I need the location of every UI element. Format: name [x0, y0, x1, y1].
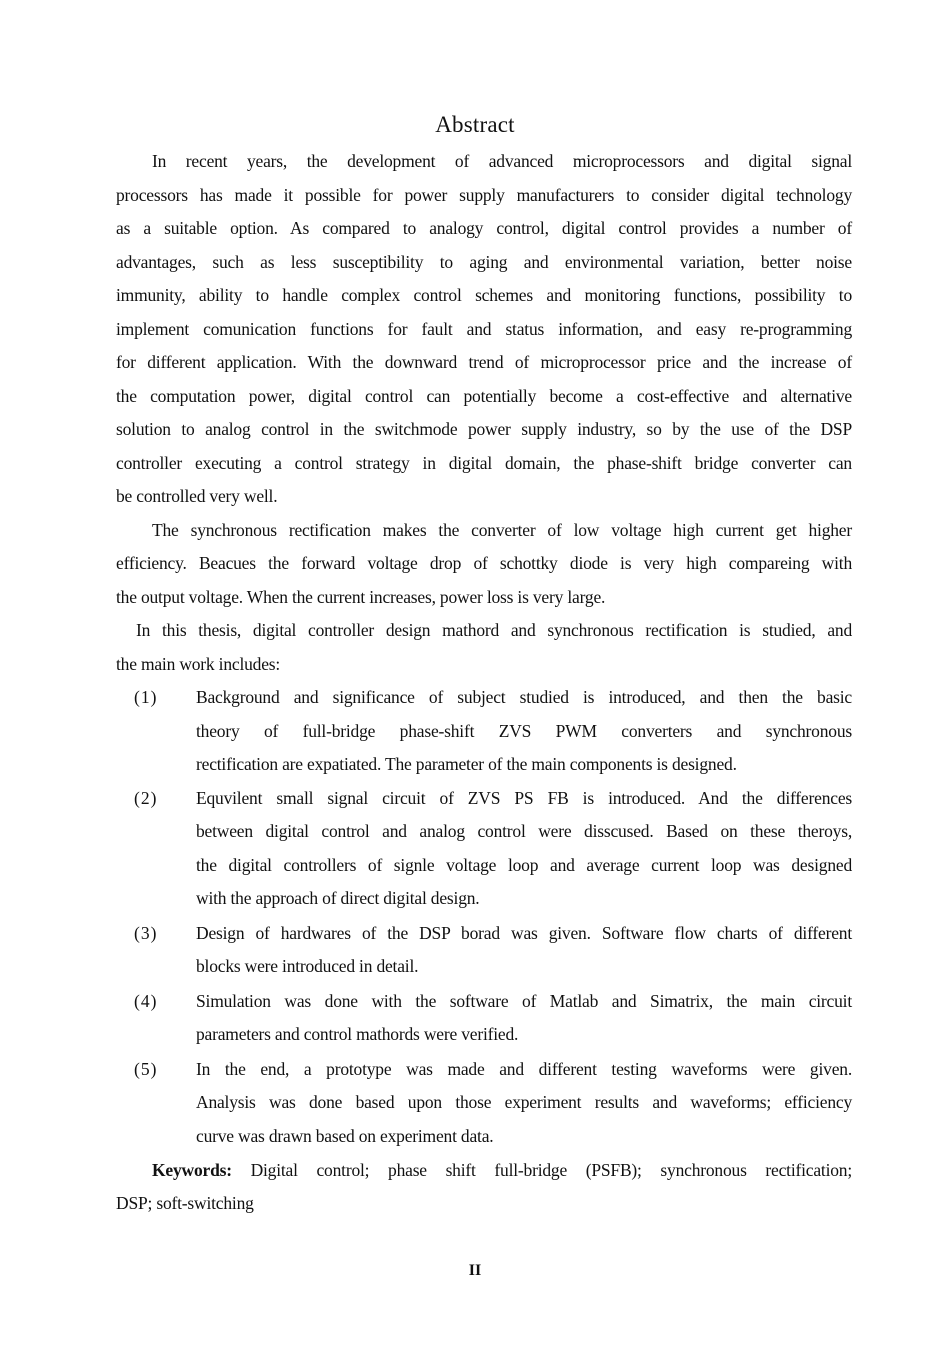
text-line: for different application. With the downward trend of microprocessor price and the increase of [116, 352, 852, 372]
text-line: Equvilent small signal circuit of ZVS PS FB is introduced. And the differences [196, 788, 852, 808]
list-item-number: (3) [134, 923, 158, 943]
list-item-number: (1) [134, 687, 158, 707]
list-item-number: (5) [134, 1059, 158, 1079]
text-line: be controlled very well. [116, 486, 278, 506]
abstract-title: Abstract [435, 112, 515, 137]
text-line: between digital control and analog control were disscused. Based on these theroys, [196, 821, 852, 841]
list-item-number: (4) [134, 991, 158, 1011]
text-line: immunity, ability to handle complex control schemes and monitoring functions, possibility to [116, 285, 852, 305]
text-line: rectification are expatiated. The parameter of the main components is designed. [196, 754, 737, 774]
text-line: as a suitable option. As compared to analogy control, digital control provides a number of [116, 218, 852, 238]
text-line: Background and significance of subject studied is introduced, and then the basic [196, 687, 852, 707]
text-line: advantages, such as less susceptibility to aging and environmental variation, better noise [116, 252, 852, 272]
text-line: In the end, a prototype was made and different testing waveforms were given. [196, 1059, 852, 1079]
text-line: controller executing a control strategy in digital domain, the phase-shift bridge converter can [116, 453, 852, 473]
text-line: efficiency. Beacues the forward voltage drop of schottky diode is very high compareing with [116, 553, 852, 573]
keywords-text: Digital control; phase shift full-bridge (PSFB); synchronous rectification; [250, 1160, 852, 1180]
text-line: Analysis was done based upon those experiment results and waveforms; efficiency [196, 1092, 852, 1112]
list-item-number: (2) [134, 788, 158, 808]
text-line: the main work includes: [116, 654, 281, 674]
page-number: II [468, 1262, 482, 1279]
text-line: implement comunication functions for fault and status information, and easy re-programming [116, 319, 852, 339]
keywords-line: DSP; soft-switching [116, 1193, 254, 1213]
text-line: solution to analog control in the switchmode power supply industry, so by the use of the DSP [116, 419, 852, 439]
text-line: the digital controllers of signle voltage loop and average current loop was designed [196, 855, 852, 875]
text-line: processors has made it possible for power supply manufacturers to consider digital technology [116, 185, 852, 205]
text-line: In this thesis, digital controller design mathord and synchronous rectification is studied, and [136, 620, 852, 640]
keywords-line [152, 1159, 852, 1181]
text-line: parameters and control mathords were verified. [196, 1024, 519, 1044]
text-line: the output voltage. When the current increases, power loss is very large. [116, 587, 606, 607]
text-line: In recent years, the development of advanced microprocessors and digital signal [152, 151, 852, 171]
keywords-label: Keywords: [152, 1160, 232, 1180]
text-line: with the approach of direct digital design. [196, 888, 480, 908]
text-line: Design of hardwares of the DSP borad was given. Software flow charts of different [196, 923, 852, 943]
text-line: The synchronous rectification makes the converter of low voltage high current get higher [152, 520, 852, 540]
text-line: theory of full-bridge phase-shift ZVS PWM converters and synchronous [196, 721, 852, 741]
text-line: Simulation was done with the software of Matlab and Simatrix, the main circuit [196, 991, 852, 1011]
text-line: blocks were introduced in detail. [196, 956, 419, 976]
text-line: curve was drawn based on experiment data. [196, 1126, 494, 1146]
text-line: the computation power, digital control can potentially become a cost-effective and alternative [116, 386, 852, 406]
